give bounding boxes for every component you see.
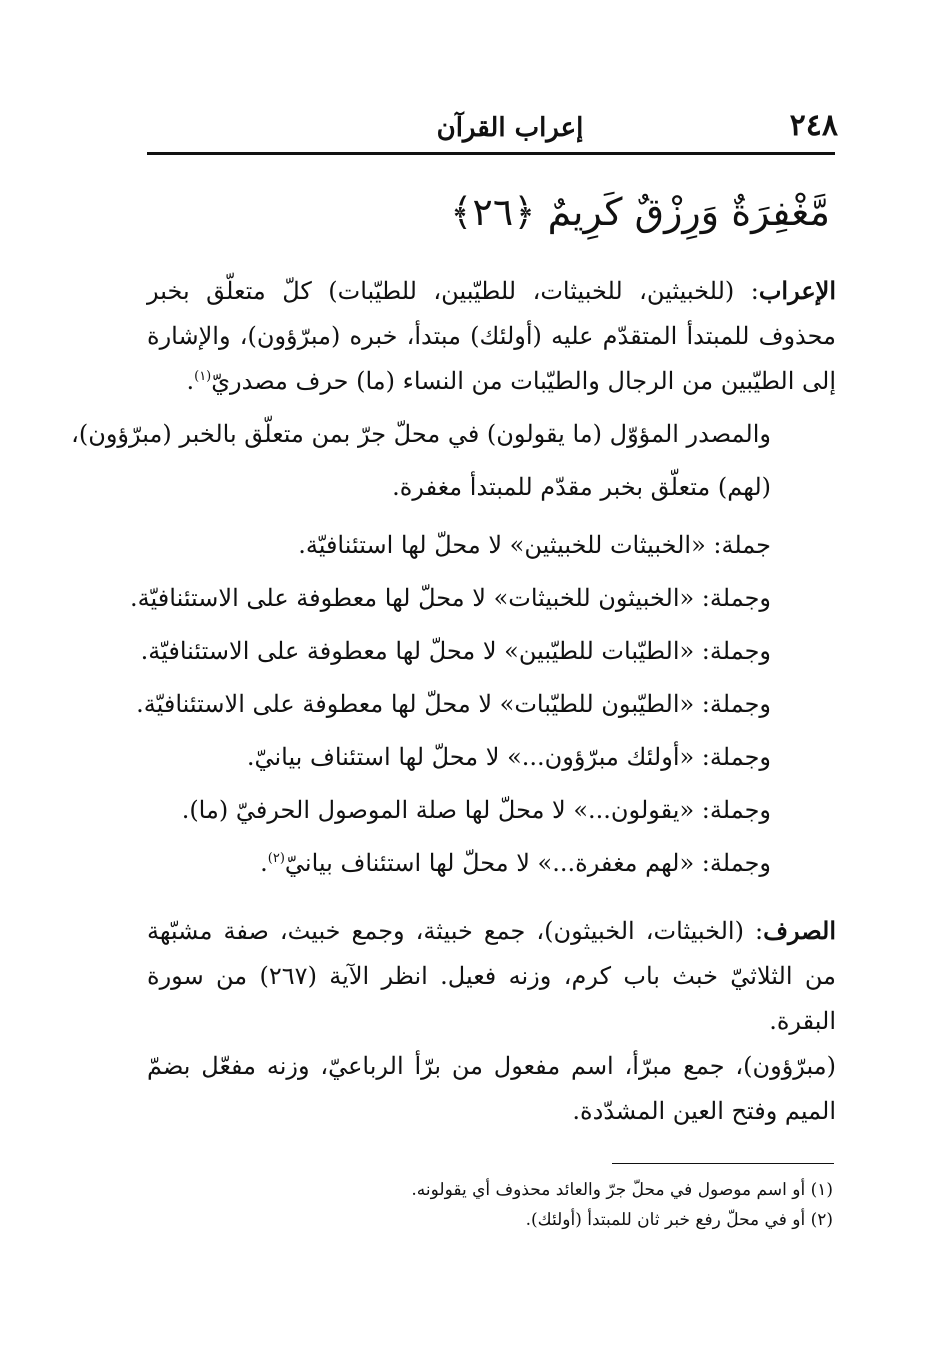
footnote-2: (٢) أو في محلّ رفع خبر ثان للمبتدأ (أولئك). [525,1210,833,1230]
irab-paragraph [147,268,836,404]
irab-text: : (للخبيثين، للخبيثات، للطيّبين، للطيّبات) كلّ متعلّق بخبر محذوف للمبتدأ المتقدّم عليه (أولئك) مبتدأ، خبره (مبرّؤون)، والإشارة إلى الطيّبين من الرجال والطيّبات من النساء (ما) حرف مصدريّ [147,277,836,395]
sarf-text: : (الخبيثات، الخبيثون)، جمع خبيثة، وجمع خبيث، صفة مشبّهة من الثلاثيّ خبث باب كرم، وزنه فعيل. انظر الآية (٢٦٧) من سورة البقرة. [147,917,837,1035]
mubarraun-paragraph: (مبرّؤون)، جمع مبرّأ، اسم مفعول من برّأ الرباعيّ، وزنه مفعّل بضمّ الميم وفتح العين المشدّدة. [147,1052,836,1125]
quran-verse: مَّغْفِرَةٌ وَرِزْقٌ كَرِيمٌ ﴿٢٦﴾ [450,190,830,234]
sentence-6: وجملة: «يقولون...» لا محلّ لها صلة الموصول الحرفيّ (ما). [181,796,771,824]
sentence-5: وجملة: «أولئك مبرّؤون...» لا محلّ لها استئناف بيانيّ. [246,743,771,771]
sentence-1: جملة: «الخبيثات للخبيثين» لا محلّ لها استئنافيّة. [298,531,771,559]
footnote-ref-2: (٢) [267,851,285,866]
page-number: ٢٤٨ [789,108,838,143]
masdar-line-2: (لهم) متعلّق بخبر مقدّم للمبتدأ مغفرة. [392,473,771,501]
sentence-7-text: وجملة: «لهم مغفرة...» لا محلّ لها استئناف بيانيّ [284,849,771,877]
sentence-4: وجملة: «الطيّبون للطيّبات» لا محلّ لها معطوفة على الاستئنافيّة. [136,690,771,718]
sentence-2: وجملة: «الخبيثون للخبيثات» لا محلّ لها معطوفة على الاستئنافيّة. [130,584,771,612]
running-title: إعراب القرآن [436,113,584,143]
sentence-7 [260,841,771,886]
irab-end: . [186,367,195,395]
sentence-7-end: . [260,849,268,877]
footnote-divider [612,1163,834,1164]
header-divider [147,152,835,155]
sentence-3: وجملة: «الطيّبات للطيّبين» لا محلّ لها معطوفة على الاستئنافيّة. [140,637,771,665]
footnote-ref-1: (١) [194,369,212,384]
sarf-label: الصرف [763,916,836,945]
sarf-paragraph [147,908,836,1044]
irab-label: الإعراب [758,276,836,305]
masdar-line-1: والمصدر المؤوّل (ما يقولون) في محلّ جرّ بمن متعلّق بالخبر (مبرّؤون)، [71,420,771,448]
footnote-1: (١) أو اسم موصول في محلّ جرّ والعائد محذوف أي يقولونه. [411,1180,833,1200]
